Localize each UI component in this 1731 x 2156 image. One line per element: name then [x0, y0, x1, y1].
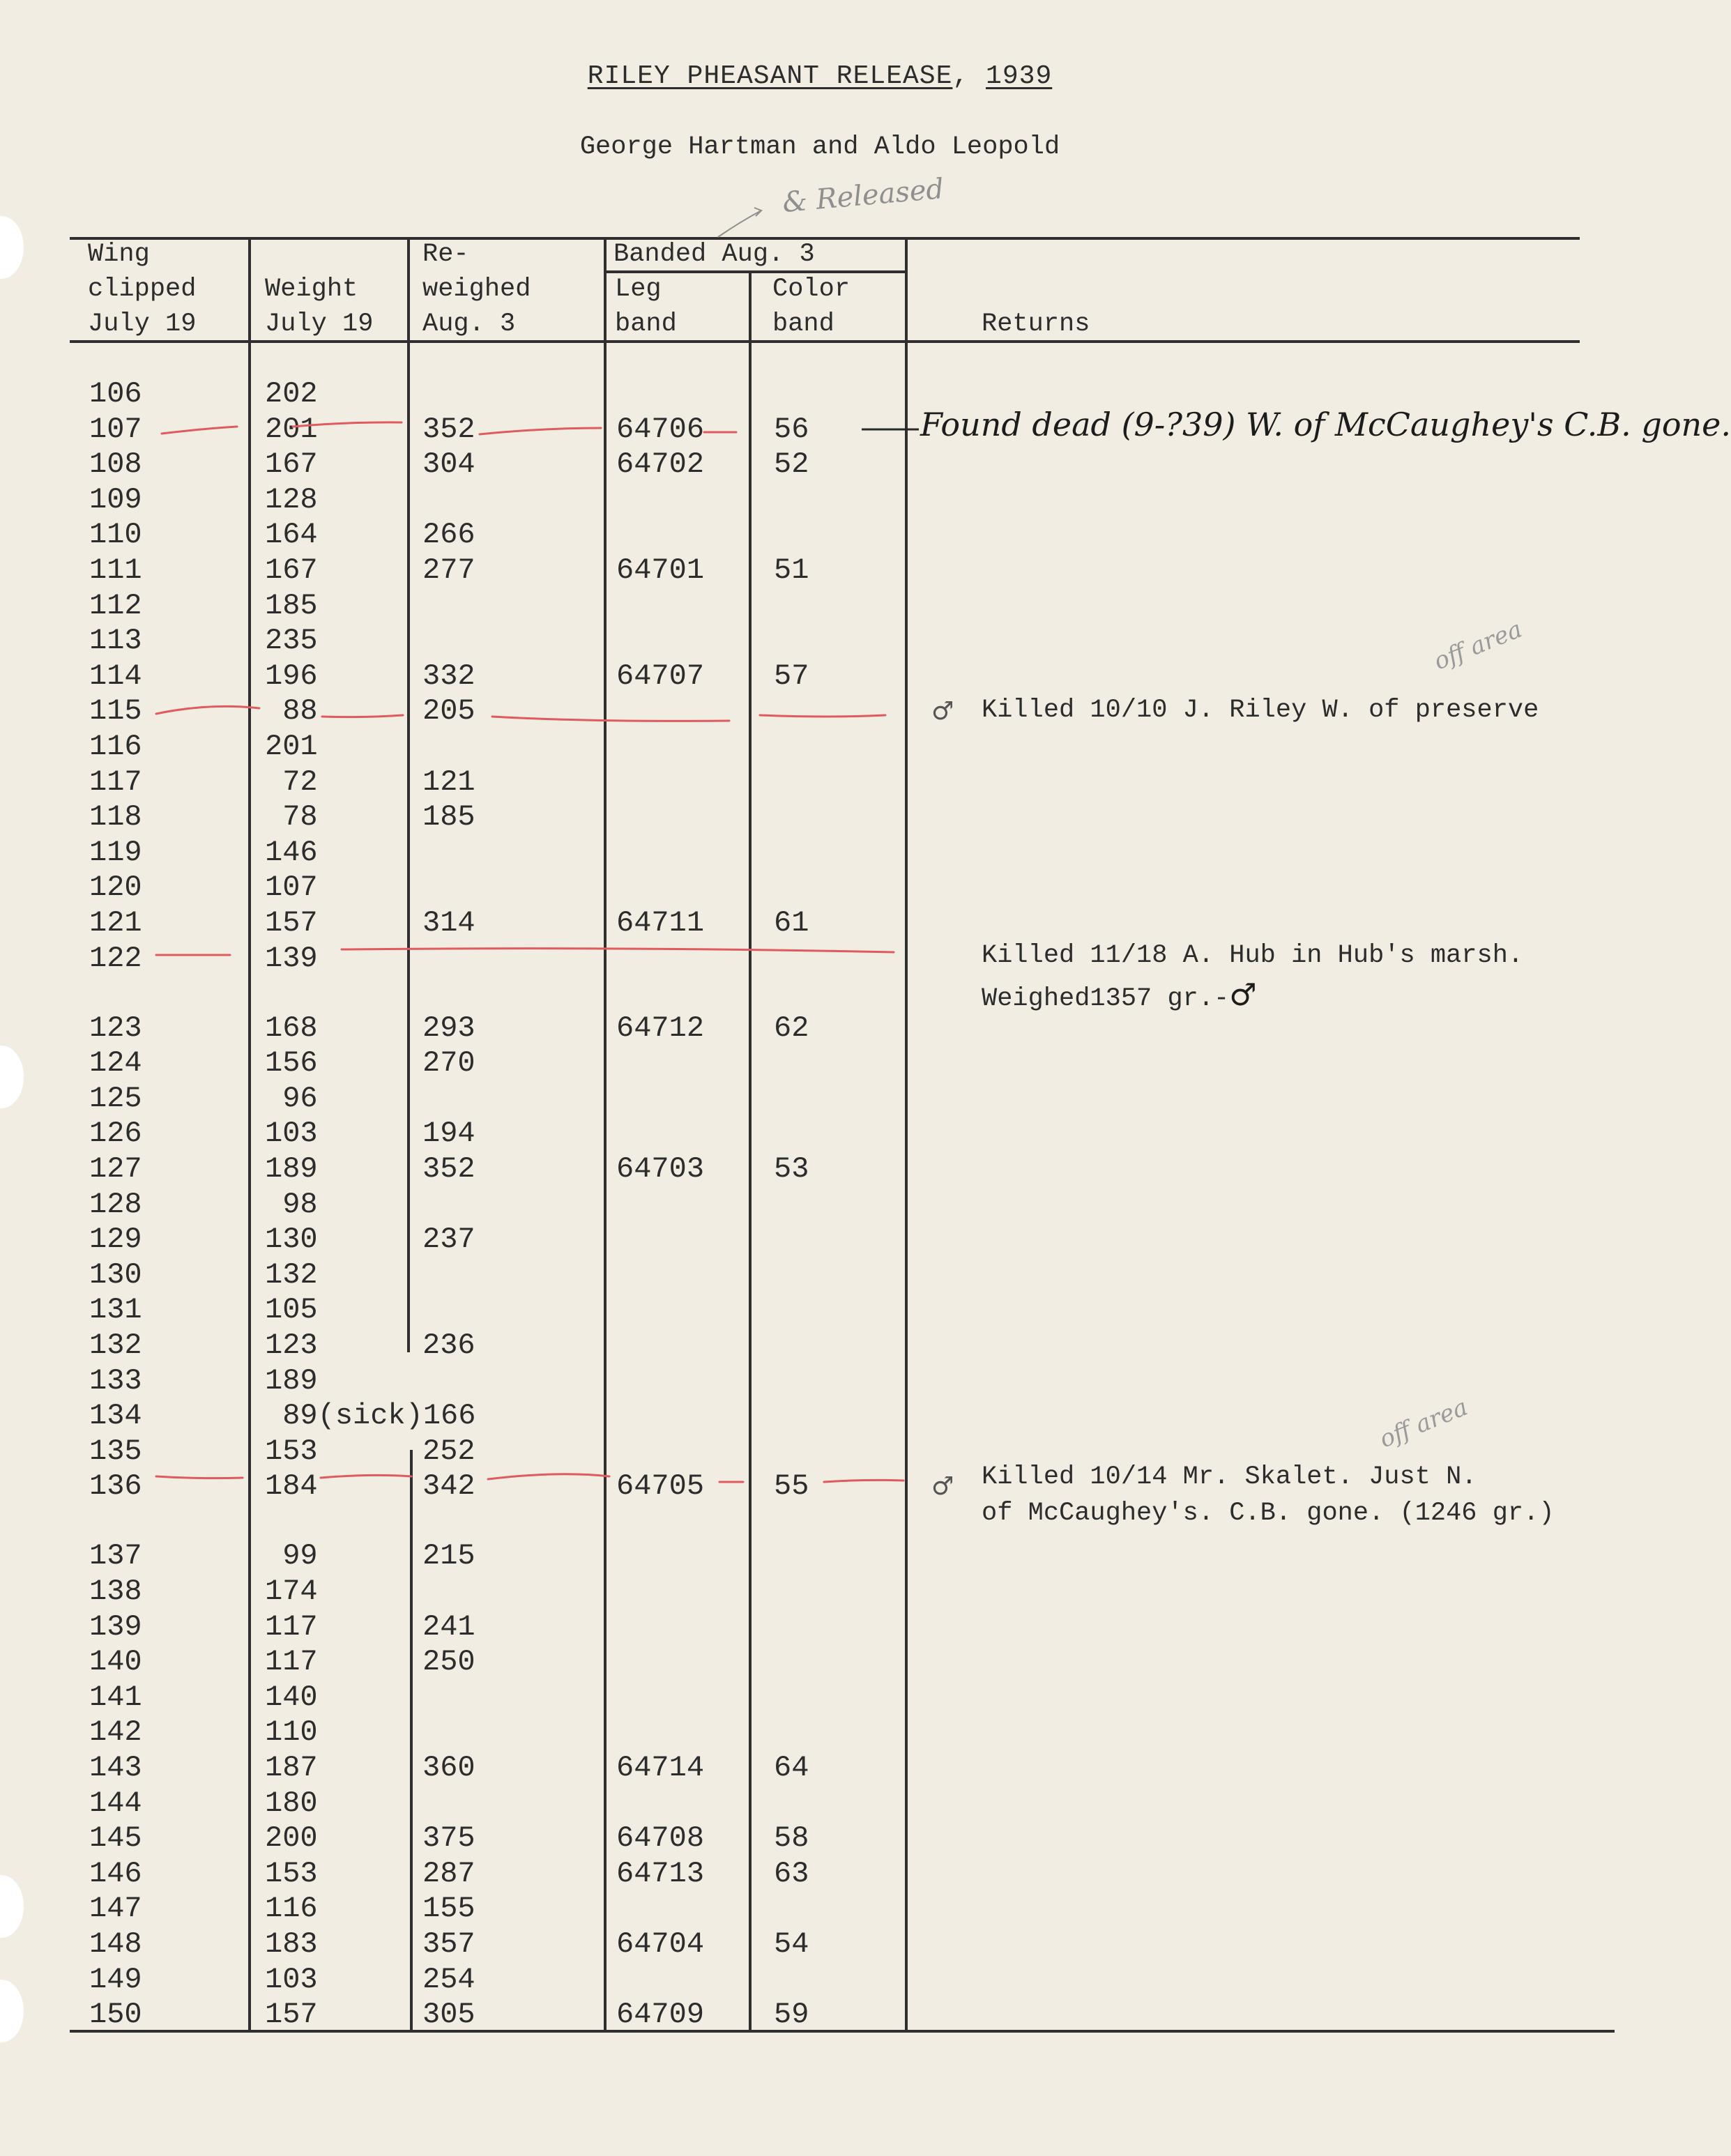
cell-color-111: 51 — [774, 553, 809, 587]
cell-weight-148: 183 — [265, 1927, 318, 1961]
cell-leg-114: 64707 — [616, 659, 705, 693]
cell-weight-117: 72 — [265, 765, 318, 799]
header-returns: Returns — [982, 309, 1090, 339]
cell-reweigh-118: 185 — [422, 800, 475, 834]
cell-weight-150: 157 — [265, 1998, 318, 2032]
cell-reweigh-110: 266 — [422, 518, 475, 552]
return-122-line1: Killed 11/18 A. Hub in Hub's marsh. — [982, 941, 1524, 970]
cell-weight-140: 117 — [265, 1645, 318, 1679]
cell-wing-148: 148 — [89, 1927, 142, 1961]
cell-weight-122: 139 — [265, 941, 318, 975]
cell-wing-107: 107 — [89, 412, 142, 446]
punch-hole-top — [0, 216, 24, 279]
cell-reweigh-123: 293 — [422, 1011, 475, 1045]
cell-weight-119: 146 — [265, 835, 318, 869]
cell-weight-141: 140 — [265, 1680, 318, 1714]
male-symbol-122: ♂ — [1229, 977, 1257, 1013]
cell-weight-142: 110 — [265, 1715, 318, 1750]
cell-weight-128: 98 — [265, 1187, 318, 1221]
col-divider-reweigh — [407, 237, 410, 1352]
cell-wing-106: 106 — [89, 377, 142, 411]
cell-weight-111: 167 — [265, 553, 318, 587]
cell-wing-120: 120 — [89, 871, 142, 905]
released-annotation: & Released — [781, 172, 945, 220]
cell-reweigh-129: 237 — [422, 1223, 475, 1257]
cell-weight-129: 130 — [265, 1223, 318, 1257]
return-136-line2: of McCaughey's. C.B. gone. (1246 gr.) — [982, 1499, 1555, 1528]
cell-wing-127: 127 — [89, 1152, 142, 1186]
cell-reweigh-137: 215 — [422, 1539, 475, 1573]
cell-reweigh-115: 205 — [422, 694, 475, 728]
cell-weight-137: 99 — [265, 1539, 318, 1573]
cell-weight-120: 107 — [265, 871, 318, 905]
cell-wing-118: 118 — [89, 800, 142, 834]
cell-weight-145: 200 — [265, 1821, 318, 1856]
cell-weight-147: 116 — [265, 1892, 318, 1926]
cell-wing-134: 134 — [89, 1399, 142, 1433]
cell-reweigh-108: 304 — [422, 448, 475, 482]
cell-wing-126: 126 — [89, 1117, 142, 1151]
cell-wing-137: 137 — [89, 1539, 142, 1573]
cell-color-150: 59 — [774, 1998, 809, 2032]
cell-wing-113: 113 — [89, 624, 142, 658]
cell-reweigh-121: 314 — [422, 906, 475, 940]
cell-wing-129: 129 — [89, 1223, 142, 1257]
cell-weight-113: 235 — [265, 624, 318, 658]
return-122-line2 — [982, 977, 1257, 1014]
cell-leg-107: 64706 — [616, 412, 705, 446]
cell-weight-133: 189 — [265, 1363, 318, 1398]
title-year: 1939 — [986, 61, 1053, 91]
cell-weight-114: 196 — [265, 659, 318, 693]
cell-weight-107: 201 — [265, 412, 318, 446]
col-divider-returns — [905, 237, 908, 2031]
cell-wing-143: 143 — [89, 1751, 142, 1784]
cell-wing-112: 112 — [89, 588, 142, 622]
cell-leg-108: 64702 — [616, 448, 705, 482]
cell-weight-116: 201 — [265, 730, 318, 763]
cell-weight-115: 88 — [265, 694, 318, 728]
off-area-note-115: off area — [1430, 615, 1526, 676]
cell-weight-110: 164 — [265, 518, 318, 552]
cell-reweigh-117: 121 — [422, 765, 475, 799]
cell-leg-123: 64712 — [616, 1011, 705, 1045]
cell-reweigh-147: 155 — [422, 1892, 475, 1926]
cell-reweigh-149: 254 — [422, 1962, 475, 1996]
male-symbol-115: ♂ — [931, 697, 954, 726]
cell-color-127: 53 — [774, 1152, 809, 1186]
cell-weight-106: 202 — [265, 377, 318, 411]
cell-reweigh-124: 270 — [422, 1046, 475, 1080]
cell-wing-114: 114 — [89, 659, 142, 693]
cell-weight-143: 187 — [265, 1751, 318, 1784]
cell-wing-119: 119 — [89, 835, 142, 869]
cell-weight-121: 157 — [265, 906, 318, 940]
cell-reweigh-150: 305 — [422, 1998, 475, 2032]
cell-leg-136: 64705 — [616, 1469, 705, 1504]
cell-weight-149: 103 — [265, 1962, 318, 1996]
cell-color-114: 57 — [774, 659, 809, 693]
cell-weight-130: 132 — [265, 1257, 318, 1292]
col-divider-color — [749, 272, 752, 2031]
col-divider-weight — [248, 237, 251, 2031]
cell-reweigh-143: 360 — [422, 1751, 475, 1784]
cell-weight-123: 168 — [265, 1011, 318, 1045]
cell-wing-138: 138 — [89, 1575, 142, 1608]
cell-wing-141: 141 — [89, 1680, 142, 1714]
return-115-text: Killed 10/10 J. Riley W. of preserve — [982, 696, 1539, 725]
cell-wing-115: 115 — [89, 694, 142, 728]
return-136-line1: Killed 10/14 Mr. Skalet. Just N. — [982, 1462, 1477, 1492]
cell-color-121: 61 — [774, 906, 809, 940]
cell-reweigh-114: 332 — [422, 659, 475, 693]
cell-leg-146: 64713 — [616, 1856, 705, 1890]
cell-wing-121: 121 — [89, 906, 142, 940]
cell-wing-142: 142 — [89, 1715, 142, 1750]
cell-color-148: 54 — [774, 1927, 809, 1961]
cell-leg-143: 64714 — [616, 1751, 705, 1784]
released-arrow — [718, 208, 761, 237]
cell-color-146: 63 — [774, 1856, 809, 1890]
cell-weight-138: 174 — [265, 1575, 318, 1608]
cell-wing-130: 130 — [89, 1257, 142, 1292]
table-top-rule — [70, 237, 1580, 240]
cell-wing-136: 136 — [89, 1469, 142, 1504]
cell-leg-127: 64703 — [616, 1152, 705, 1186]
cell-wing-144: 144 — [89, 1786, 142, 1820]
off-area-note-136: off area — [1375, 1393, 1472, 1454]
cell-wing-140: 140 — [89, 1645, 142, 1679]
cell-leg-148: 64704 — [616, 1927, 705, 1961]
cell-wing-122: 122 — [89, 941, 142, 975]
cell-wing-116: 116 — [89, 730, 142, 763]
cell-color-123: 62 — [774, 1011, 809, 1045]
male-symbol-136: ♂ — [931, 1472, 954, 1501]
punch-hole-lower — [0, 1875, 24, 1938]
cell-wing-146: 146 — [89, 1856, 142, 1890]
cell-weight-125: 96 — [265, 1081, 318, 1115]
cell-wing-145: 145 — [89, 1821, 142, 1856]
cell-color-107: 56 — [774, 412, 809, 446]
cell-wing-132: 132 — [89, 1329, 142, 1362]
cell-reweigh-140: 250 — [422, 1645, 475, 1679]
header-weight: Weight July 19 — [265, 275, 374, 339]
cell-reweigh-126: 194 — [422, 1117, 475, 1151]
cell-weight-146: 153 — [265, 1856, 318, 1890]
cell-weight-139: 117 — [265, 1610, 318, 1644]
header-color-band: Color band — [772, 275, 851, 339]
cell-reweigh-127: 352 — [422, 1152, 475, 1186]
cell-weight-132: 123 — [265, 1329, 318, 1362]
cell-wing-128: 128 — [89, 1187, 142, 1221]
return-122-weight-text: Weighed1357 gr.- — [982, 984, 1230, 1014]
cell-reweigh-135: 252 — [422, 1434, 475, 1468]
cell-wing-125: 125 — [89, 1081, 142, 1115]
cell-reweigh-139: 241 — [422, 1610, 475, 1644]
cell-wing-150: 150 — [89, 1998, 142, 2032]
cell-weight-144: 180 — [265, 1786, 318, 1820]
cell-color-108: 52 — [774, 448, 809, 482]
cell-wing-139: 139 — [89, 1610, 142, 1644]
header-banded: Banded Aug. 3 — [613, 240, 815, 269]
cell-reweigh-146: 287 — [422, 1856, 475, 1890]
cell-weight-126: 103 — [265, 1117, 318, 1151]
document-title: RILEY PHEASANT RELEASE, 1939 — [587, 61, 1053, 91]
cell-weight-112: 185 — [265, 588, 318, 622]
header-leg-band: Leg band — [615, 275, 677, 339]
cell-weight-124: 156 — [265, 1046, 318, 1080]
authors-line: George Hartman and Aldo Leopold — [579, 132, 1060, 162]
cell-wing-133: 133 — [89, 1363, 142, 1398]
cell-color-143: 64 — [774, 1751, 809, 1784]
col-divider-leg — [604, 237, 607, 2031]
header-reweighed: Re- weighed Aug. 3 — [422, 240, 531, 339]
punch-hole-middle — [0, 1046, 24, 1108]
cell-weight-118: 78 — [265, 800, 318, 834]
cell-leg-145: 64708 — [616, 1821, 705, 1856]
cell-leg-121: 64711 — [616, 906, 705, 940]
cell-color-145: 58 — [774, 1821, 809, 1856]
cell-color-136: 55 — [774, 1469, 809, 1504]
cell-weight-134: 89(sick)166 — [265, 1399, 476, 1433]
cell-wing-109: 109 — [89, 482, 142, 517]
cell-wing-117: 117 — [89, 765, 142, 799]
cell-weight-131: 105 — [265, 1293, 318, 1327]
cell-reweigh-136: 342 — [422, 1469, 475, 1504]
cell-weight-136: 184 — [265, 1469, 318, 1504]
cell-reweigh-145: 375 — [422, 1821, 475, 1856]
cell-reweigh-111: 277 — [422, 553, 475, 587]
cell-wing-131: 131 — [89, 1293, 142, 1327]
cell-wing-110: 110 — [89, 518, 142, 552]
cell-wing-147: 147 — [89, 1892, 142, 1926]
cell-wing-108: 108 — [89, 448, 142, 482]
punch-hole-bottom — [0, 1980, 24, 2042]
cell-wing-123: 123 — [89, 1011, 142, 1045]
cell-weight-135: 153 — [265, 1434, 318, 1468]
cell-weight-108: 167 — [265, 448, 318, 482]
cell-wing-124: 124 — [89, 1046, 142, 1080]
cell-wing-149: 149 — [89, 1962, 142, 1996]
header-wing-clipped: Wing clipped July 19 — [88, 240, 197, 339]
cell-leg-111: 64701 — [616, 553, 705, 587]
return-107-handwritten: Found dead (9-?39) W. of McCaughey's C.B. gone. — [920, 406, 1731, 443]
cell-leg-150: 64709 — [616, 1998, 705, 2032]
cell-wing-135: 135 — [89, 1434, 142, 1468]
cell-weight-109: 128 — [265, 482, 318, 517]
title-text: RILEY PHEASANT RELEASE — [587, 61, 953, 91]
cell-weight-127: 189 — [265, 1152, 318, 1186]
cell-wing-111: 111 — [89, 553, 142, 587]
cell-reweigh-132: 236 — [422, 1329, 475, 1362]
cell-reweigh-107: 352 — [422, 412, 475, 446]
col-divider-reweigh-lower — [410, 1450, 413, 2031]
cell-reweigh-148: 357 — [422, 1927, 475, 1961]
